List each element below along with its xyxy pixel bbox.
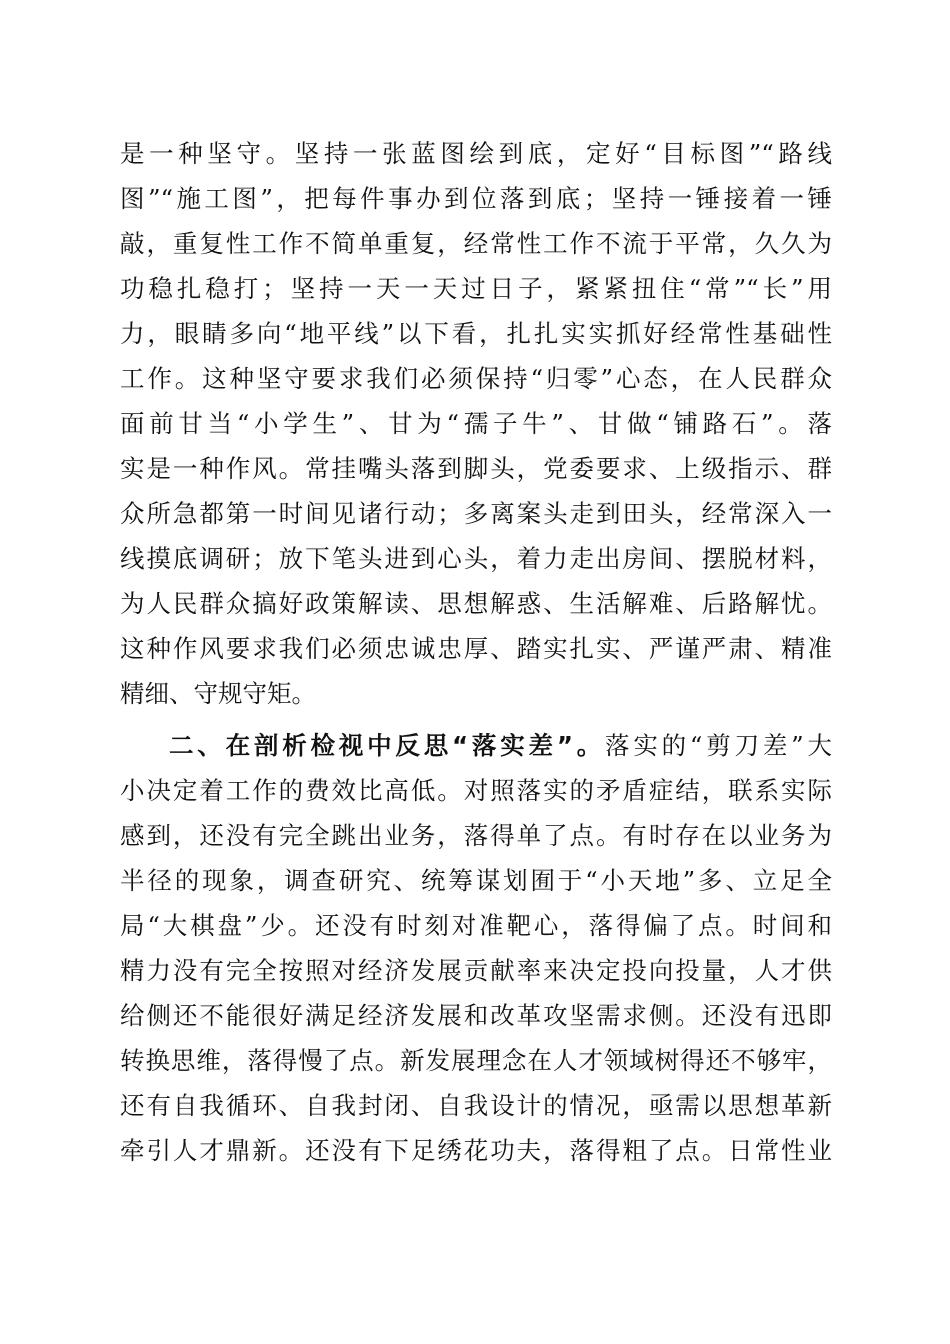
paragraph-line: 众所急都第一时间见诸行动；多离案头走到田头，经常深入一 bbox=[120, 499, 832, 528]
paragraph-line: 为人民群众搞好政策解读、思想解惑、生活解难、后路解忧。 bbox=[120, 589, 832, 618]
paragraph-line: 工作。这种坚守要求我们必须保持“归零”心态，在人民群众 bbox=[120, 364, 832, 393]
paragraph-first-line bbox=[120, 728, 832, 764]
paragraph-line: 是一种坚守。坚持一张蓝图绘到底，定好“目标图”“路线 bbox=[120, 139, 832, 168]
paragraph-line: 精细、守规守矩。 bbox=[120, 679, 316, 708]
paragraph-line: 面前甘当“小学生”、甘为“孺子牛”、甘做“铺路石”。落 bbox=[120, 409, 832, 438]
paragraph-line: 给侧还不能很好满足经济发展和改革攻坚需求侧。还没有迅即 bbox=[120, 1001, 832, 1030]
paragraph-line: 还有自我循环、自我封闭、自我设计的情况，亟需以思想革新 bbox=[120, 1091, 832, 1120]
paragraph-line: 转换思维，落得慢了点。新发展理念在人才领域树得还不够牢， bbox=[120, 1046, 832, 1075]
paragraph-line: 力，眼睛多向“地平线”以下看，扎扎实实抓好经常性基础性 bbox=[120, 319, 832, 348]
paragraph-line: 线摸底调研；放下笔头进到心头，着力走出房间、摆脱材料， bbox=[120, 544, 832, 573]
paragraph-line: 局“大棋盘”少。还没有时刻对准靶心，落得偏了点。时间和 bbox=[120, 911, 832, 940]
paragraph-line: 感到，还没有完全跳出业务，落得单了点。有时存在以业务为 bbox=[120, 821, 832, 850]
paragraph-line: 精力没有完全按照对经济发展贡献率来决定投向投量，人才供 bbox=[120, 956, 832, 985]
paragraph-line: 小决定着工作的费效比高低。对照落实的矛盾症结，联系实际 bbox=[120, 776, 832, 805]
paragraph-line: 半径的现象，调查研究、统筹谋划囿于“小天地”多、立足全 bbox=[120, 866, 832, 895]
section-heading: 二、在剖析检视中反思“落实差”。 bbox=[169, 731, 606, 760]
paragraph-line: 这种作风要求我们必须忠诚忠厚、踏实扎实、严谨严肃、精准 bbox=[120, 634, 832, 663]
paragraph-line: 图”“施工图”，把每件事办到位落到底；坚持一锤接着一锤 bbox=[120, 184, 832, 213]
heading-trailing-text: 落实的“剪刀差”大 bbox=[605, 731, 832, 760]
paragraph-line: 牵引人才鼎新。还没有下足绣花功夫，落得粗了点。日常性业 bbox=[120, 1136, 832, 1165]
paragraph-line: 功稳扎稳打；坚持一天一天过日子，紧紧扭住“常”“长”用 bbox=[120, 274, 832, 303]
paragraph-line: 实是一种作风。常挂嘴头落到脚头，党委要求、上级指示、群 bbox=[120, 454, 832, 483]
paragraph-line: 敲，重复性工作不简单重复，经常性工作不流于平常，久久为 bbox=[120, 229, 832, 258]
